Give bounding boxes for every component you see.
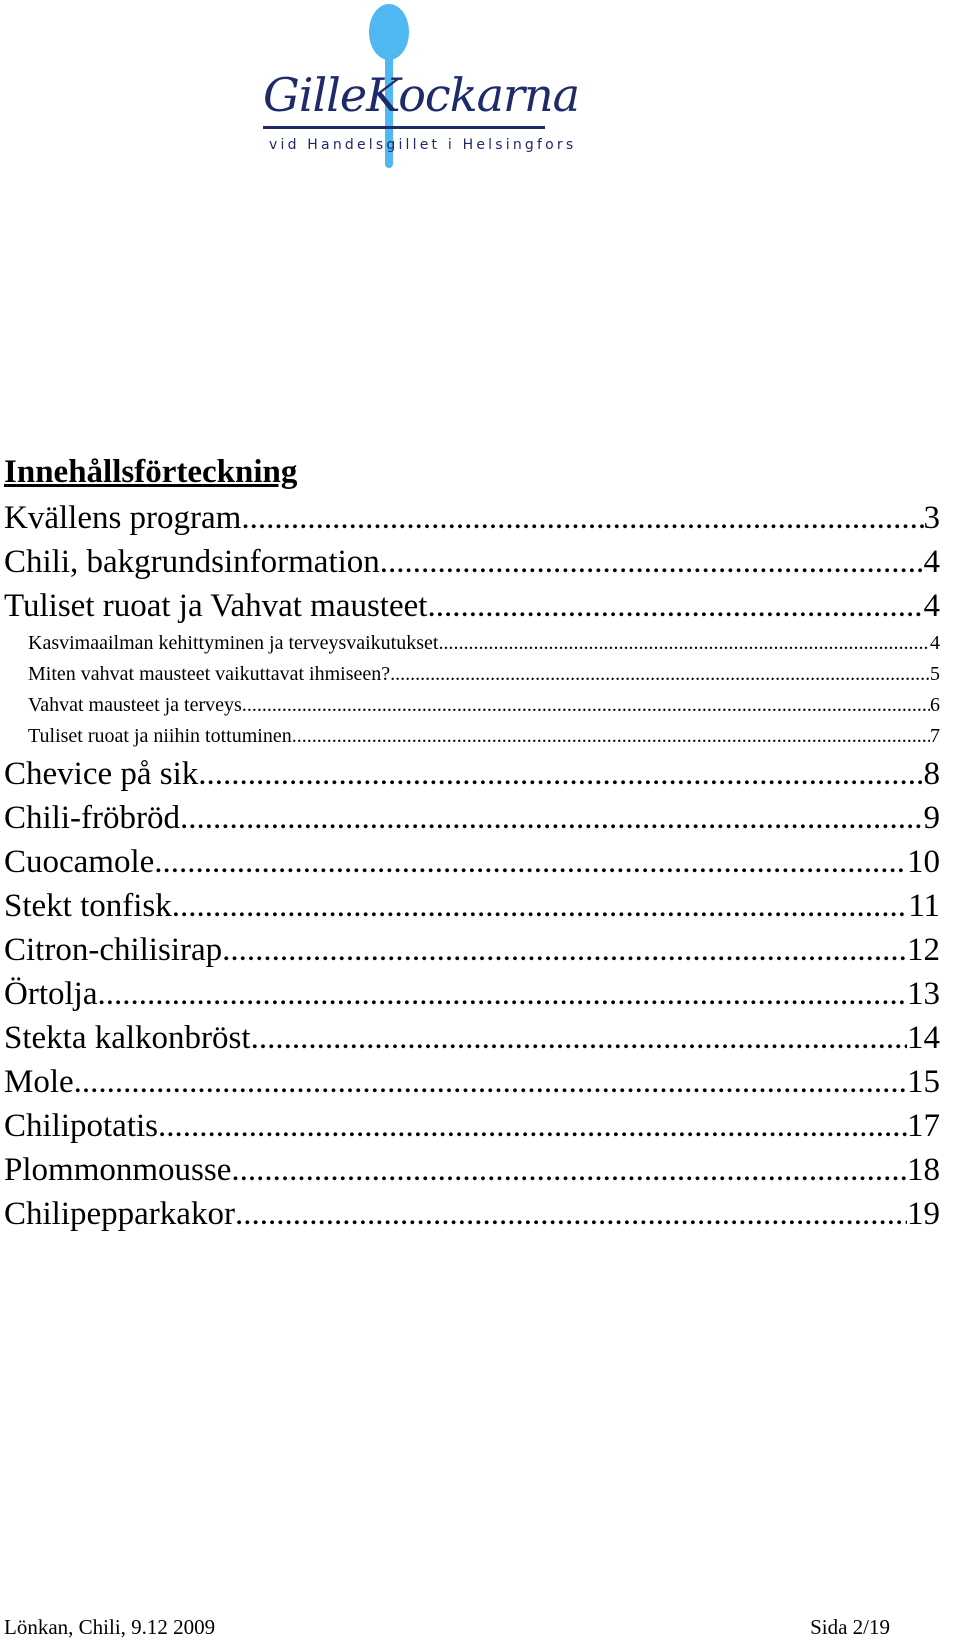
toc-entry-page: 7 xyxy=(930,725,940,747)
toc-dot-leader xyxy=(436,584,924,628)
toc-entry-label: Vahvat mausteet ja terveys xyxy=(28,694,242,716)
toc-entry[interactable] xyxy=(4,752,940,796)
toc-entry-page: 10 xyxy=(907,844,940,880)
footer-page-number: Sida 2/19 xyxy=(810,1615,890,1639)
toc-dot-leader xyxy=(222,928,907,972)
toc-entry-page: 18 xyxy=(907,1152,940,1188)
toc-entry[interactable] xyxy=(4,1148,940,1192)
toc-dot-leader xyxy=(380,540,924,584)
toc-entry-page: 14 xyxy=(907,1020,940,1056)
toc-entry-label: Miten vahvat mausteet vaikuttavat ihmiseen?. xyxy=(28,663,396,685)
table-of-contents xyxy=(4,452,940,1236)
toc-entry-page: 8 xyxy=(923,756,940,792)
toc-dot-leader xyxy=(235,1192,907,1236)
toc-entry-label: Plommonmousse xyxy=(4,1152,232,1188)
toc-entry-label: Kvällens program xyxy=(4,500,242,536)
toc-dot-leader xyxy=(251,1016,907,1060)
toc-dot-leader xyxy=(154,840,907,884)
toc-entry[interactable] xyxy=(4,1104,940,1148)
toc-entry[interactable] xyxy=(4,721,940,752)
toc-entry-page: 13 xyxy=(907,976,940,1012)
toc-entry[interactable] xyxy=(4,540,940,584)
toc-entry-label: Citron-chilisirap xyxy=(4,932,223,968)
toc-entry-page: 4 xyxy=(930,632,940,654)
toc-title: Innehållsförteckning xyxy=(4,454,298,490)
page-footer xyxy=(4,1614,890,1640)
toc-entry-page: 5 xyxy=(930,663,940,685)
toc-entry[interactable] xyxy=(4,796,940,840)
toc-entry-page: 17 xyxy=(907,1108,940,1144)
logo-subline: vid Handelsgillet i Helsingfors xyxy=(269,137,577,153)
toc-dot-leader xyxy=(242,690,930,721)
toc-dot-leader xyxy=(158,1104,907,1148)
toc-entry-label: Kasvimaailman kehittyminen ja terveysvaikutukset xyxy=(28,632,439,654)
toc-entry-label: Stekta kalkonbröst xyxy=(4,1020,251,1056)
toc-entry-label: Örtolja xyxy=(4,976,98,1012)
toc-entry[interactable] xyxy=(4,628,940,659)
toc-dot-leader xyxy=(172,884,908,928)
toc-entry-label: Tuliset ruoat ja niihin tottuminen xyxy=(28,725,292,747)
toc-dot-leader xyxy=(180,796,924,840)
toc-entry[interactable] xyxy=(4,496,940,540)
toc-entry-page: 15 xyxy=(907,1064,940,1100)
toc-entry-page: 4 xyxy=(923,544,940,580)
toc-dot-leader xyxy=(198,752,923,796)
toc-dot-leader xyxy=(97,972,907,1016)
toc-entry-label: Stekt tonfisk xyxy=(4,888,172,924)
toc-dot-leader xyxy=(395,659,930,690)
toc-entry[interactable] xyxy=(4,928,940,972)
toc-entry-page: 3 xyxy=(923,500,940,536)
toc-entry-page: 4 xyxy=(923,588,940,624)
toc-entry[interactable] xyxy=(4,584,940,628)
toc-entry-label: Mole xyxy=(4,1064,74,1100)
toc-entry-label: Chilipepparkakor xyxy=(4,1196,235,1232)
toc-entry-label: Tuliset ruoat ja Vahvat mausteet. xyxy=(4,588,436,624)
logo-brand-text: GilleKockarna xyxy=(263,68,580,122)
toc-entry[interactable] xyxy=(4,690,940,721)
footer-left: Lönkan, Chili, 9.12 2009 xyxy=(4,1615,216,1639)
toc-entry-page: 19 xyxy=(907,1196,940,1232)
toc-entry[interactable] xyxy=(4,1016,940,1060)
toc-dot-leader xyxy=(74,1060,907,1104)
toc-dot-leader xyxy=(231,1148,907,1192)
toc-entry[interactable] xyxy=(4,659,940,690)
toc-entry-label: Cuocamole xyxy=(4,844,155,880)
toc-list xyxy=(4,496,940,1236)
toc-entry[interactable] xyxy=(4,972,940,1016)
toc-entry-page: 6 xyxy=(930,694,940,716)
toc-dot-leader xyxy=(292,721,930,752)
toc-entry[interactable] xyxy=(4,884,940,928)
toc-dot-leader xyxy=(241,496,923,540)
toc-entry-page: 9 xyxy=(923,800,940,836)
toc-entry-label: Chilipotatis xyxy=(4,1108,159,1144)
toc-entry-label: Chili-fröbröd xyxy=(4,800,180,836)
toc-entry[interactable] xyxy=(4,840,940,884)
toc-dot-leader xyxy=(438,628,930,659)
logo-divider xyxy=(263,126,545,129)
logo xyxy=(255,0,580,180)
toc-entry-page: 12 xyxy=(907,932,940,968)
toc-entry[interactable] xyxy=(4,1192,940,1236)
toc-entry[interactable] xyxy=(4,1060,940,1104)
toc-entry-page: 11 xyxy=(908,888,940,924)
toc-entry-label: Chili, bakgrundsinformation xyxy=(4,544,380,580)
toc-entry-label: Chevice på sik xyxy=(4,756,199,792)
